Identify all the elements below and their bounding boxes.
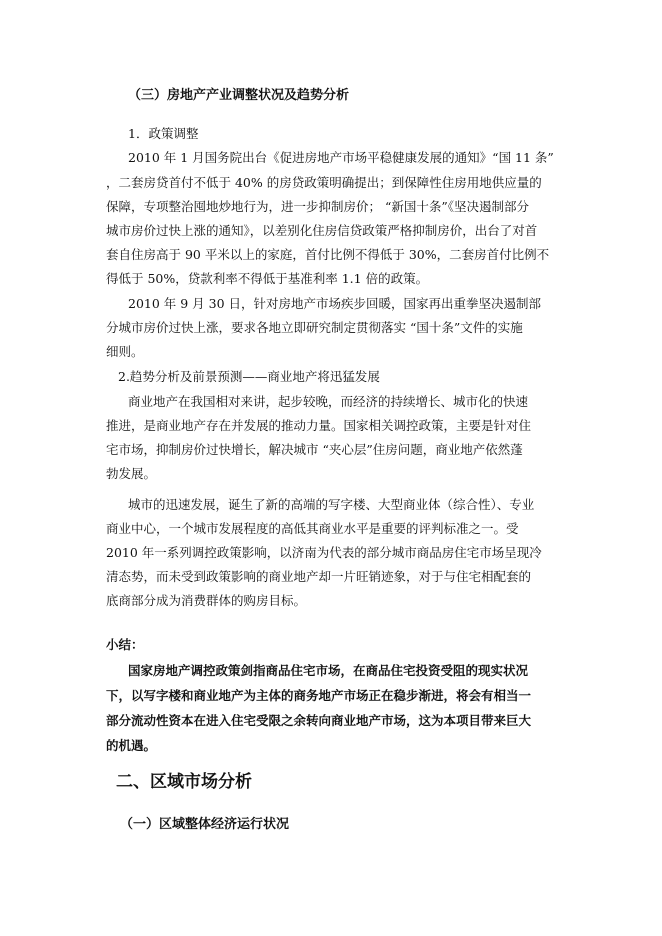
trend-para2-line: 底商部分成为消费群体的购房目标。 bbox=[106, 593, 307, 608]
trend-para2-line: 城市的迅速发展，诞生了新的高端的写字楼、大型商业体（综合性）、专业 bbox=[128, 497, 535, 512]
policy-para1-line: 城市房价过快上涨的通知》，以差别化住房信贷政策严格抑制房价，出台了对首 bbox=[106, 223, 538, 238]
summary-title: 小结： bbox=[106, 637, 144, 652]
chapter-heading: 二、区域市场分析 bbox=[116, 772, 252, 792]
subsection-heading: （一）区域整体经济运行状况 bbox=[120, 817, 290, 832]
policy-para1-line: 2010 年 1 月国务院出台《促进房地产市场平稳健康发展的通知》“国 11 条” bbox=[128, 150, 554, 165]
policy-para2-line: 分城市房价过快上涨，要求各地立即研究制定贯彻落实 “国十条”文件的实施 bbox=[106, 320, 523, 335]
policy-para1-line: 保障，专项整治囤地炒地行为，进一步抑制房价； “新国十条”《坚决遏制部分 bbox=[106, 199, 530, 214]
trend-para1-line: 宅市场，抑制房价过快增长，解决城市 “夹心层”住房问题，商业地产依然蓬 bbox=[106, 442, 523, 457]
policy-para1-line: 套自住房高于 90 平米以上的家庭，首付比例不得低于 30%，二套房首付比例不 bbox=[106, 247, 550, 262]
trend-para1-line: 推进，是商业地产存在并发展的推动力量。国家相关调控政策，主要是针对住 bbox=[106, 418, 532, 433]
policy-para2-line: 2010 年 9 月 30 日，针对房地产市场疾步回暖，国家再出重拳坚决遏制部 bbox=[128, 296, 542, 311]
summary-line: 国家房地产调控政策剑指商品住宅市场，在商品住宅投资受阻的现实状况 bbox=[128, 663, 529, 678]
trend-para1-line: 商业地产在我国相对来讲，起步较晚，而经济的持续增长、城市化的快速 bbox=[128, 394, 529, 409]
section-heading: （三）房地产产业调整状况及趋势分析 bbox=[128, 88, 350, 103]
trend-para2-line: 商业中心，一个城市发展程度的高低其商业水平是重要的评判标准之一。受 bbox=[106, 521, 519, 536]
trend-title: 2.趋势分析及前景预测——商业地产将迅猛发展 bbox=[118, 369, 380, 384]
summary-line: 下，以写字楼和商业地产为主体的商务地产市场正在稳步渐进，将会有相当一 bbox=[106, 688, 532, 703]
policy-para2-line: 细则。 bbox=[106, 344, 144, 359]
summary-line: 的机遇。 bbox=[106, 738, 157, 753]
trend-para2-line: 2010 年一系列调控政策影响，以济南为代表的部分城市商品房住宅市场呈现冷 bbox=[106, 545, 542, 560]
policy-para1-line: 得低于 50%，贷款利率不得低于基准利率 1.1 倍的政策。 bbox=[106, 271, 429, 286]
policy-para1-line: ，二套房贷首付不低于 40% 的房贷政策明确提出；到保障性住房用地供应量的 bbox=[106, 175, 542, 190]
summary-line: 部分流动性资本在进入住宅受限之余转向商业地产市场，这为本项目带来巨大 bbox=[106, 713, 532, 728]
trend-para2-line: 清态势，而未受到政策影响的商业地产却一片旺销迹象，对于与住宅相配套的 bbox=[106, 569, 532, 584]
policy-title: 1．政策调整 bbox=[128, 126, 199, 141]
trend-para1-line: 勃发展。 bbox=[106, 466, 157, 481]
